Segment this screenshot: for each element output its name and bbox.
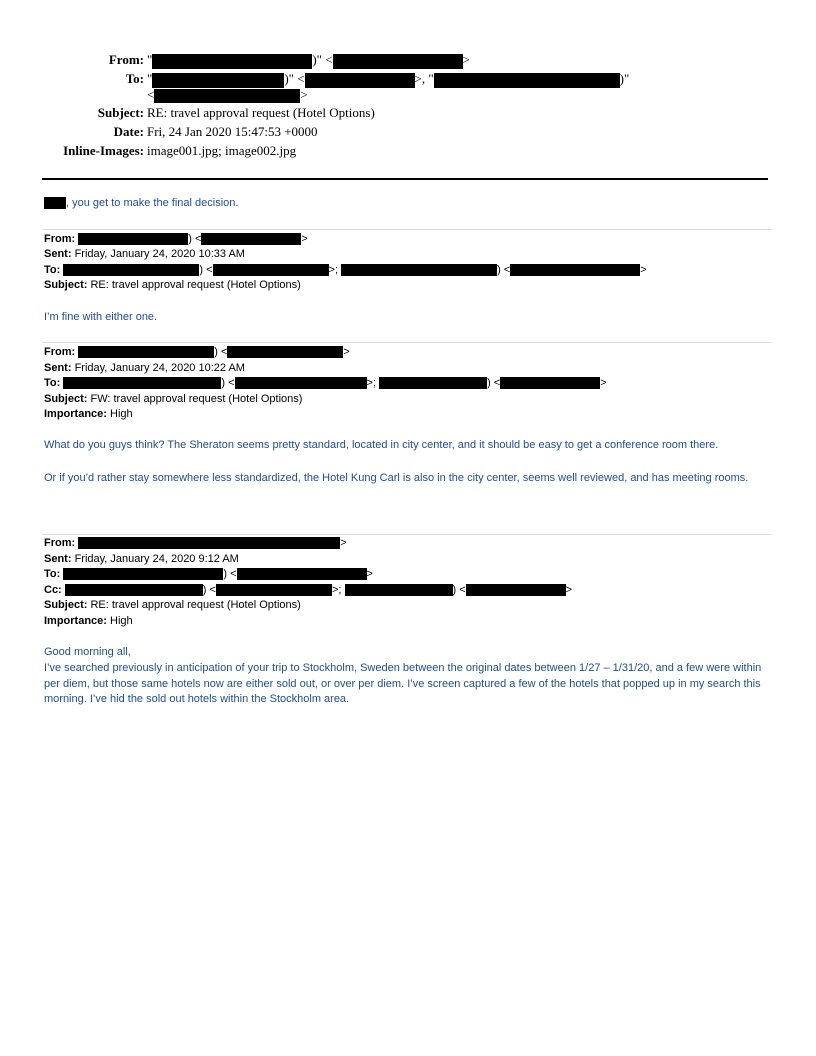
msg2-body: I’m fine with either one. bbox=[44, 311, 158, 323]
msg3-sent-line: Sent: Friday, January 24, 2020 10:22 AM bbox=[44, 362, 245, 374]
header-date-value: Fri, 24 Jan 2020 15:47:53 +0000 bbox=[147, 124, 318, 139]
msg4-from-line: From: > bbox=[44, 537, 347, 549]
redacted-block bbox=[78, 346, 214, 358]
msg3-importance-line: Importance: High bbox=[44, 408, 133, 420]
msg1-body: , you get to make the final decision. bbox=[44, 197, 238, 209]
redacted-block bbox=[305, 73, 415, 88]
redacted-block bbox=[341, 264, 497, 276]
header-subject-value: RE: travel approval request (Hotel Options) bbox=[147, 105, 375, 120]
redacted-block bbox=[63, 377, 221, 389]
msg2-subject-line: Subject: RE: travel approval request (Hotel Options) bbox=[44, 279, 301, 291]
redacted-block bbox=[466, 584, 566, 596]
redacted-block bbox=[78, 233, 188, 245]
redacted-block bbox=[510, 264, 640, 276]
redacted-block bbox=[379, 377, 487, 389]
msg2-from-line: From: ) < > bbox=[44, 233, 308, 245]
msg4-sent-line: Sent: Friday, January 24, 2020 9:12 AM bbox=[44, 553, 239, 565]
header-to-label: To: bbox=[125, 71, 144, 86]
header-inline-images-value: image001.jpg; image002.jpg bbox=[147, 143, 297, 158]
redacted-block bbox=[434, 73, 620, 88]
msg3-body-paragraph-1: What do you guys think? The Sheraton seems pretty standard, located in city center, and it should be easy to get a conference room there. bbox=[44, 439, 719, 451]
header-divider bbox=[42, 178, 768, 180]
redacted-block bbox=[237, 568, 367, 580]
redacted-block bbox=[235, 377, 367, 389]
redacted-block bbox=[213, 264, 329, 276]
message-separator bbox=[42, 229, 772, 230]
msg4-importance-line: Importance: High bbox=[44, 615, 133, 627]
redacted-block bbox=[154, 89, 300, 103]
redacted-block bbox=[44, 197, 66, 209]
msg3-subject-line: Subject: FW: travel approval request (Hotel Options) bbox=[44, 393, 303, 405]
msg4-to-line: To: ) < > bbox=[44, 568, 373, 580]
msg2-sent-line: Sent: Friday, January 24, 2020 10:33 AM bbox=[44, 248, 245, 260]
redacted-block bbox=[227, 346, 343, 358]
header-date-label: Date: bbox=[113, 124, 144, 139]
header-inline-images-label: Inline-Images: bbox=[63, 143, 144, 158]
redacted-block bbox=[65, 584, 203, 596]
redacted-block bbox=[201, 233, 301, 245]
header-to-value-cont: < > bbox=[147, 87, 308, 102]
header-to-value: " )" < >, " )" bbox=[147, 71, 630, 86]
redacted-block bbox=[63, 568, 223, 580]
redacted-block bbox=[152, 54, 312, 69]
header-from-value: " )" < > bbox=[147, 52, 470, 67]
msg2-to-line: To: ) < >; ) < > bbox=[44, 264, 647, 276]
header-from-label: From: bbox=[108, 52, 144, 67]
redacted-block bbox=[78, 537, 340, 549]
redacted-block bbox=[345, 584, 453, 596]
msg4-subject-line: Subject: RE: travel approval request (Hotel Options) bbox=[44, 599, 301, 611]
msg4-body: I’ve searched previously in anticipation of your trip to Stockholm, Sweden between the original dates between 1/27 – 1/31/20, and a few were within per diem, but those same hotels now are either sold out, or over per diem. I’ve screen captured a few of the hotels that popped up in my search this morning. I’ve hid the sold out hotels within the Stockholm area. bbox=[44, 662, 762, 705]
redacted-block bbox=[152, 73, 284, 88]
message-separator bbox=[42, 534, 772, 535]
msg4-cc-line: Cc: ) < >; ) < > bbox=[44, 584, 573, 596]
msg4-greeting: Good morning all, bbox=[44, 646, 131, 658]
msg3-from-line: From: ) < > bbox=[44, 346, 350, 358]
redacted-block bbox=[333, 54, 463, 69]
redacted-block bbox=[500, 377, 600, 389]
redacted-block bbox=[216, 584, 332, 596]
msg3-to-line: To: ) < >; ) < > bbox=[44, 377, 607, 389]
msg3-body-paragraph-2: Or if you’d rather stay somewhere less standardized, the Hotel Kung Carl is also in the city center, seems well reviewed, and has meeting rooms. bbox=[44, 472, 749, 484]
redacted-block bbox=[63, 264, 199, 276]
header-subject-label: Subject: bbox=[97, 105, 144, 120]
message-separator bbox=[42, 342, 772, 343]
